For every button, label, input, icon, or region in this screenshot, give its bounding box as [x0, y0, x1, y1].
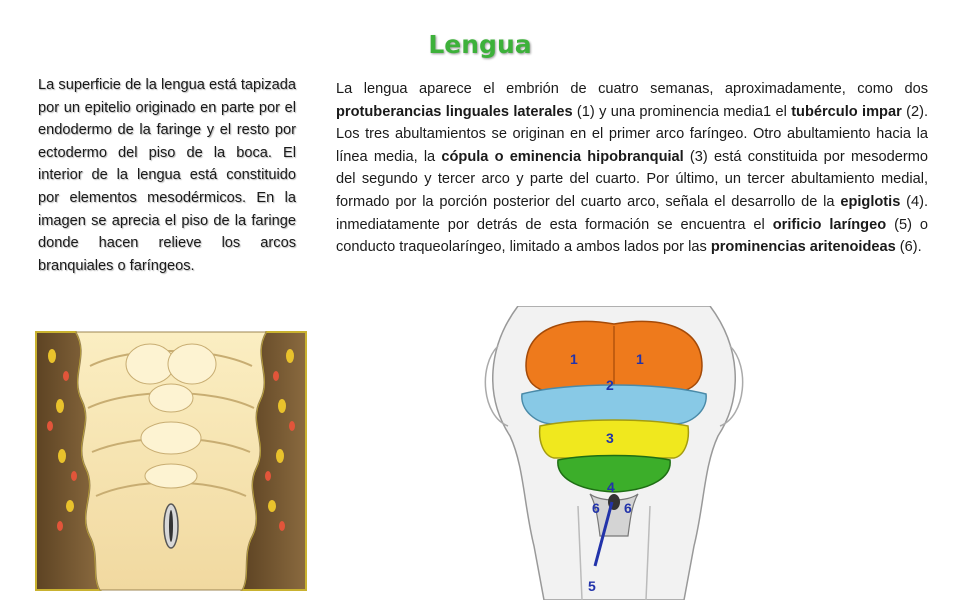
label-4: 4	[607, 479, 615, 495]
text-run: (6).	[895, 239, 922, 256]
label-1-right: 1	[636, 351, 644, 367]
bold-term: epiglotis	[840, 194, 901, 211]
text-run: (4). inmediatamente por detrás de esta formación se encuentra el	[336, 194, 929, 233]
label-6-left: 6	[592, 500, 600, 516]
page-title: Lengua	[428, 30, 532, 59]
left-description: La superficie de la lengua está tapizada por un epitelio originado en parte por el endodermo de la faringe y el resto por ectodermo del piso de la boca. El interior de la lengua está constituido por elementos mesodérmicos. En la imagen se aprecia el piso de la faringe donde hacen relieve los arcos branquiales o faríngeos.	[38, 77, 296, 274]
bold-term: tubérculo impar	[791, 103, 902, 120]
bold-term: protuberancias linguales laterales	[336, 103, 573, 120]
text-run: (5) o conducto traqueolaríngeo, limitado a ambos lados por las	[336, 216, 929, 256]
text-run: La lengua aparece el embrión de cuatro semanas, aproximadamente, como dos	[336, 81, 928, 97]
tuberculum-impar	[522, 385, 706, 424]
label-6-right: 6	[624, 500, 632, 516]
text-run: (1) y una prominencia media1 el	[572, 103, 792, 120]
bold-term: orificio laríngeo	[772, 216, 887, 233]
bold-term: prominencias aritenoideas	[710, 239, 896, 256]
label-3: 3	[606, 430, 614, 446]
pharyngeal-floor-illustration	[30, 326, 312, 594]
bold-term: cópula o eminencia hipobranquial	[441, 148, 684, 165]
copula-hypobranchial-eminence	[540, 420, 689, 458]
text-run: (3) está constituida por mesodermo del segundo y tercer arco y parte del cuarto. Por último, un tercer abultamiento medial, formado por la porción posterior del cuarto arco, señala el desarrollo de la	[336, 148, 928, 211]
tongue-development-diagram	[478, 306, 750, 600]
label-5: 5	[588, 578, 596, 594]
label-2: 2	[606, 377, 614, 393]
right-description	[336, 78, 928, 259]
label-1-left: 1	[570, 351, 578, 367]
text-run: (2). Los tres abultamientos se originan en el primer arco faríngeo. Otro abultamiento hacia la línea media, la	[336, 103, 928, 165]
